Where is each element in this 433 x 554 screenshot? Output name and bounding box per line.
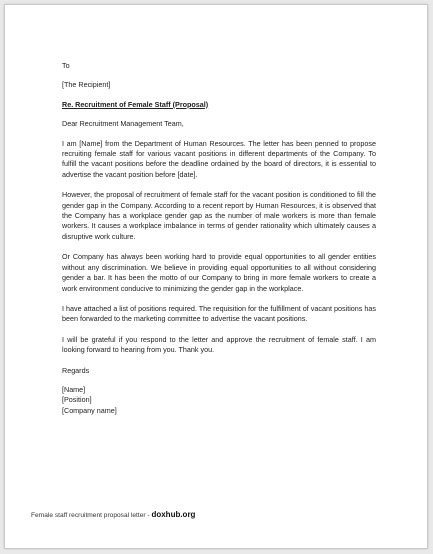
paragraph-2: However, the proposal of recruitment of female staff for the vacant position is conditioned to fill the gender gap in the Company. According to a recent report by Human Resources, it is observed that the Company has a workplace gender gap as the number of male workers is more than female workers. It causes a workplace imbalance in terms of gender rationality which ultimately causes a disruptive work culture. <box>62 190 376 241</box>
paragraph-5: I will be grateful if you respond to the letter and approve the recruitment of female staff. I am looking forward to hearing from you. Thank you. <box>62 334 376 355</box>
letter-body <box>62 61 376 416</box>
document-page <box>4 4 428 549</box>
recipient: [The Recipient] <box>62 80 111 90</box>
signature-position: [Position] <box>62 395 92 405</box>
signature-company: [Company name] <box>62 405 117 415</box>
signature-name: [Name] <box>62 384 86 394</box>
closing: Regards <box>62 365 90 375</box>
footer-brand: doxhub.org <box>151 510 196 519</box>
salutation: Dear Recruitment Management Team, <box>62 119 184 129</box>
to-label: To <box>62 61 70 70</box>
paragraph-3: Or Company has always been working hard to provide equal opportunities to all gender entities without any discrimination. We believe in providing equal opportunities to all without considering gender a bar. It has been the motto of our Company to bring in more female workers to create a work environment conducive to minimizing the gender gap in the workplace. <box>62 252 376 293</box>
paragraph-1: I am [Name] from the Department of Human Resources. The letter has been penned to propose recruiting female staff for various vacant positions in different departments of the Company. To fulfill the vacant positions before the deadline ordained by the board of directors, it is essential to advertise the vacant position before [date]. <box>62 138 376 179</box>
footer-caption <box>31 510 195 519</box>
subject-line: Re. Recruitment of Female Staff (Proposal) <box>62 99 209 109</box>
paragraph-4: I have attached a list of positions required. The requisition for the fulfillment of vacant positions has been forwarded to the marketing committee to advertise the vacant positions. <box>62 303 376 324</box>
footer-text: Female staff recruitment proposal letter - <box>31 512 152 519</box>
